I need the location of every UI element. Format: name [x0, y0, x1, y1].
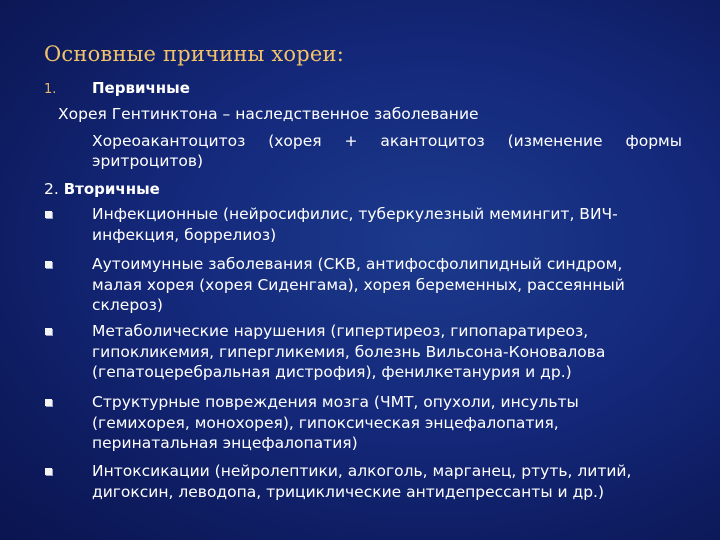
list-item-line: Метаболические нарушения (гипертиреоз, гипопаратиреоз, — [92, 322, 589, 340]
word: формы — [625, 132, 682, 150]
word: акантоцитоз — [380, 132, 485, 150]
secondary-number: 2. — [44, 180, 59, 198]
list-item-line: Аутоимунные заболевания (СКВ, антифосфолипидный синдром, — [92, 255, 623, 273]
bullet-square-icon — [45, 399, 52, 406]
primary-item-choreoacanthocytosis — [92, 131, 682, 151]
primary-item-continuation: эритроцитов) — [92, 152, 204, 170]
primary-heading: Первичные — [92, 79, 190, 97]
primary-number: 1. — [44, 82, 57, 97]
primary-item-huntington: Хорея Гентинктона – наследственное заболевание — [58, 105, 479, 123]
word: (изменение — [507, 132, 603, 150]
bullet-square-icon — [45, 468, 52, 475]
list-item-line: Интоксикации (нейролептики, алкоголь, марганец, ртуть, литий, — [92, 462, 632, 480]
word: (хорея — [268, 132, 322, 150]
bullet-square-icon — [45, 328, 52, 335]
list-item-line: дигоксин, леводопа, трициклические антидепрессанты и др.) — [92, 482, 605, 501]
list-item-line: малая хорея (хорея Сиденгама), хорея беременных, рассеянный — [92, 275, 625, 294]
list-item-line: (гепатоцеребральная дистрофия), фенилкетанурия и др.) — [92, 363, 572, 381]
list-item-line: инфекция, боррелиоз) — [92, 225, 277, 244]
list-item-autoimmune — [92, 254, 625, 316]
list-item-line: гипокликемия, гипергликемия, болезнь Вильсона-Коновалова — [92, 342, 606, 361]
slide-title: Основные причины хореи: — [44, 42, 344, 66]
bullet-square-icon — [45, 211, 52, 218]
bullet-square-icon — [45, 261, 52, 268]
list-item-structural — [92, 392, 579, 454]
list-item-line: Структурные повреждения мозга (ЧМТ, опухоли, инсульты — [92, 393, 579, 411]
secondary-heading: Вторичные — [63, 180, 160, 198]
list-item-line: (гемихорея, монохорея), гипоксическая энцефалопатия, — [92, 413, 559, 432]
word: Хореоакантоцитоз — [92, 132, 246, 150]
list-item-metabolic — [92, 321, 605, 383]
list-item-line: склероз) — [92, 296, 163, 314]
list-item-line: перинатальная энцефалопатия) — [92, 434, 358, 452]
word: + — [344, 132, 358, 150]
list-item-line: Инфекционные (нейросифилис, туберкулезный мемингит, ВИЧ- — [92, 205, 618, 223]
list-item-intoxication — [92, 461, 631, 502]
list-item-infectious — [92, 204, 618, 245]
secondary-heading-row — [44, 179, 160, 199]
